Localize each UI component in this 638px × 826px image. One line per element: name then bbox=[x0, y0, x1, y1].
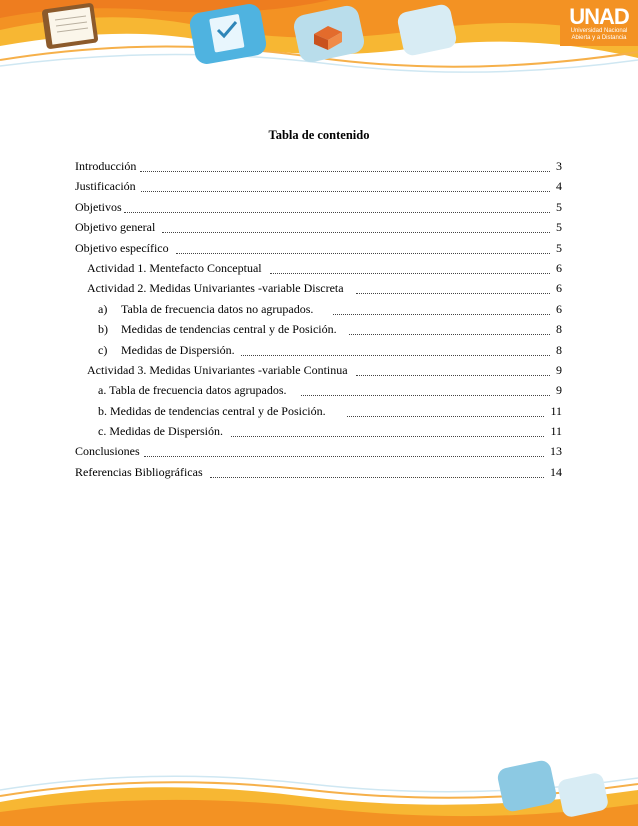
toc-page-number: 9 bbox=[556, 383, 562, 398]
leader-dots bbox=[210, 462, 544, 478]
toc-row[interactable] bbox=[75, 441, 562, 461]
leader-dots bbox=[162, 217, 550, 233]
toc-row[interactable] bbox=[75, 156, 562, 176]
toc-entry-label: Referencias Bibliográficas bbox=[75, 464, 203, 479]
toc-entry bbox=[75, 441, 140, 461]
toc-entry bbox=[75, 217, 155, 237]
toc-entry-label: Actividad 2. Medidas Univariantes -variable Discreta bbox=[87, 281, 344, 296]
toc-entry bbox=[98, 299, 313, 319]
toc-page-number: 3 bbox=[556, 159, 562, 173]
toc-page-number: 9 bbox=[556, 362, 562, 377]
leader-dots bbox=[140, 156, 550, 172]
toc-entry-label: Actividad 1. Mentefacto Conceptual bbox=[87, 260, 262, 275]
toc-entry-label: Conclusiones bbox=[75, 444, 140, 459]
toc-entry-label: Tabla de frecuencia datos no agrupados. bbox=[121, 301, 314, 316]
toc-page-number: 6 bbox=[556, 281, 562, 296]
logo-main-text: UNAD bbox=[569, 4, 629, 29]
toc-row[interactable] bbox=[75, 401, 562, 421]
toc-row[interactable] bbox=[75, 238, 562, 258]
leader-dots bbox=[176, 238, 550, 254]
unad-logo bbox=[566, 6, 632, 42]
toc-entry-label: Objetivo específico bbox=[75, 240, 169, 255]
toc-page-number: 4 bbox=[556, 179, 562, 194]
toc-row[interactable] bbox=[75, 319, 562, 339]
page-title: Tabla de contenido bbox=[268, 128, 370, 142]
toc-entry bbox=[98, 401, 326, 421]
toc-page-number: 14 bbox=[550, 464, 562, 479]
toc-entry-label: Justificación bbox=[75, 179, 136, 194]
leader-dots bbox=[124, 197, 550, 213]
toc-entry bbox=[98, 380, 287, 400]
toc-entry-label: Introducción bbox=[75, 159, 137, 173]
toc-entry bbox=[75, 176, 136, 196]
toc-entry-label: Medidas de Dispersión. bbox=[121, 342, 235, 357]
footer-waves bbox=[0, 756, 638, 826]
leader-dots bbox=[347, 401, 544, 417]
toc-entry-marker: c) bbox=[98, 342, 108, 357]
toc-entry bbox=[98, 319, 337, 339]
toc-row[interactable] bbox=[75, 197, 562, 217]
leader-dots bbox=[333, 299, 550, 315]
toc-entry bbox=[75, 197, 122, 217]
toc-entry bbox=[75, 156, 136, 176]
toc-row[interactable] bbox=[75, 380, 562, 400]
toc-entry bbox=[87, 278, 344, 298]
toc-entry-label: b. Medidas de tendencias central y de Posición. bbox=[98, 403, 326, 418]
toc-entry-marker: b) bbox=[98, 322, 108, 337]
toc-page-number: 11 bbox=[550, 403, 562, 418]
toc-row[interactable] bbox=[75, 421, 562, 441]
toc-page-number: 6 bbox=[556, 260, 562, 275]
logo-sub-text-1: Universidad Nacional bbox=[570, 28, 628, 34]
leader-dots bbox=[356, 278, 550, 294]
toc-row[interactable] bbox=[75, 462, 562, 482]
toc-entry-label: Actividad 3. Medidas Univariantes -variable Continua bbox=[87, 362, 348, 377]
leader-dots bbox=[270, 258, 550, 274]
leader-dots bbox=[231, 421, 544, 437]
toc-entry bbox=[75, 462, 203, 482]
toc-entry bbox=[75, 238, 169, 258]
toc-entry-label: Objetivos bbox=[75, 199, 122, 214]
toc-entry-label: Objetivo general bbox=[75, 220, 156, 235]
toc-page-number: 5 bbox=[556, 220, 562, 235]
toc-entry bbox=[98, 340, 235, 360]
toc-entry-label: a. Tabla de frecuencia datos agrupados. bbox=[98, 383, 287, 398]
toc-entry-label: c. Medidas de Dispersión. bbox=[98, 424, 223, 439]
toc-row[interactable] bbox=[75, 340, 562, 360]
leader-dots bbox=[349, 319, 550, 335]
header-banner bbox=[0, 0, 638, 80]
toc-page-number: 8 bbox=[556, 322, 562, 337]
leader-dots bbox=[144, 441, 544, 457]
leader-dots bbox=[141, 176, 550, 192]
toc-entry bbox=[87, 258, 262, 278]
toc-row[interactable] bbox=[75, 217, 562, 237]
leader-dots bbox=[241, 340, 550, 356]
leader-dots bbox=[356, 360, 550, 376]
toc-entry-marker: a) bbox=[98, 301, 108, 316]
footer-decoration bbox=[0, 756, 638, 826]
toc-page-number: 8 bbox=[556, 342, 562, 357]
toc-page-number: 5 bbox=[556, 199, 562, 214]
toc-row[interactable] bbox=[75, 360, 562, 380]
header-decoration bbox=[0, 0, 638, 80]
table-of-contents bbox=[75, 156, 562, 482]
toc-row[interactable] bbox=[75, 258, 562, 278]
toc-page-number: 5 bbox=[556, 240, 562, 255]
toc-row[interactable] bbox=[75, 278, 562, 298]
leader-dots bbox=[301, 380, 550, 396]
toc-page-number: 11 bbox=[550, 424, 562, 439]
notepad-icon bbox=[41, 3, 98, 50]
toc-page-number: 13 bbox=[550, 444, 562, 459]
toc-row[interactable] bbox=[75, 299, 562, 319]
toc-row[interactable] bbox=[75, 176, 562, 196]
logo-sub-text-2: Abierta y a Distancia bbox=[571, 35, 627, 41]
toc-entry-label: Medidas de tendencias central y de Posición. bbox=[121, 322, 337, 337]
toc-page-number: 6 bbox=[556, 301, 562, 316]
toc-entry bbox=[98, 421, 223, 441]
toc-entry bbox=[87, 360, 348, 380]
